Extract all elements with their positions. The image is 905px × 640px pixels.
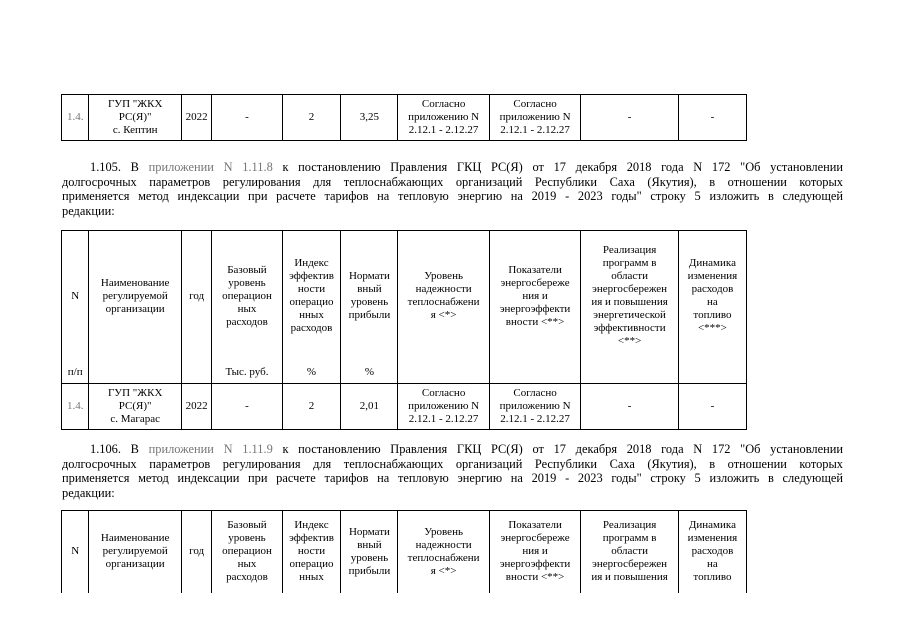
col-header-org: Наименование регулируемой организации xyxy=(89,231,181,362)
col-header-number: N xyxy=(62,511,89,593)
year-cell: 2022 xyxy=(181,95,211,141)
appendix-link[interactable]: приложении N 1.11.8 xyxy=(148,160,273,174)
row-number: 1.4. xyxy=(62,384,89,430)
col-header-norm: Нормати вный уровень прибыли xyxy=(341,511,398,593)
units-row xyxy=(62,362,747,384)
unit-index: % xyxy=(282,362,341,384)
table-row xyxy=(62,95,747,141)
reliability-cell: Согласно приложению N 2.12.1 - 2.12.27 xyxy=(398,384,489,430)
col-header-energy: Показатели энергосбереже ния и энергоэффекти вности <**> xyxy=(489,231,580,362)
col-header-number: N xyxy=(62,231,89,362)
profit-norm-cell: 3,25 xyxy=(341,95,398,141)
energy-saving-cell: Согласно приложению N 2.12.1 - 2.12.27 xyxy=(489,384,580,430)
fuel-dynamics-cell: - xyxy=(678,384,746,430)
col-header-year: год xyxy=(181,511,211,593)
col-header-index: Индекс эффектив ности операцио нных xyxy=(282,511,341,593)
reliability-cell: Согласно приложению N 2.12.1 - 2.12.27 xyxy=(398,95,489,141)
efficiency-index-cell: 2 xyxy=(282,384,341,430)
table-next xyxy=(61,510,747,593)
paragraph-1-105: 1.105. В приложении N 1.11.8 к постановлению Правления ГКЦ РС(Я) от 17 декабря 2018 года N 172 "Об установлении долгосрочных параметров регулирования для теплоснабжающих организаций Республики Саха (Якутия), в отношении которых применяется метод индексации при расчете тарифов на тепловую энергию на 2019 - 2023 годы" строку 5 изложить в следующей редакции: xyxy=(62,160,843,218)
profit-norm-cell: 2,01 xyxy=(341,384,398,430)
table-kepitin xyxy=(61,94,747,141)
paragraph-1-106: 1.106. В приложении N 1.11.9 к постановлению Правления ГКЦ РС(Я) от 17 декабря 2018 года N 172 "Об установлении долгосрочных параметров регулирования для теплоснабжающих организаций Республики Саха (Якутия), в отношении которых применяется метод индексации при расчете тарифов на тепловую энергию на 2019 - 2023 годы" строку 5 изложить в следующей редакции: xyxy=(62,442,843,500)
year-cell: 2022 xyxy=(181,384,211,430)
col-header-programs: Реализация программ в области энергосбережен ия и повышения энергетической эффективности <**> xyxy=(581,231,679,362)
col-header-norm: Нормати вный уровень прибыли xyxy=(341,231,398,362)
unit-norm: % xyxy=(341,362,398,384)
col-header-year: год xyxy=(181,231,211,362)
header-row xyxy=(62,231,747,362)
paragraph-number: 1.105. В xyxy=(90,160,139,174)
appendix-link[interactable]: приложении N 1.11.9 xyxy=(148,442,273,456)
col-header-energy: Показатели энергосбереже ния и энергоэффекти вности <**> xyxy=(489,511,580,593)
org-name: ГУП "ЖКХ РС(Я)" с. Магарас xyxy=(89,384,181,430)
col-header-fuel: Динамика изменения расходов на топливо xyxy=(678,511,746,593)
fuel-dynamics-cell: - xyxy=(678,95,746,141)
programs-cell: - xyxy=(581,95,679,141)
table-row xyxy=(62,384,747,430)
programs-cell: - xyxy=(581,384,679,430)
unit-number: п/п xyxy=(62,362,89,384)
col-header-base: Базовый уровень операцион ных расходов xyxy=(212,511,282,593)
header-row xyxy=(62,511,747,593)
col-header-index: Индекс эффектив ности операцио нных расходов xyxy=(282,231,341,362)
energy-saving-cell: Согласно приложению N 2.12.1 - 2.12.27 xyxy=(489,95,580,141)
col-header-reliability: Уровень надежности теплоснабжени я <*> xyxy=(398,511,489,593)
col-header-fuel: Динамика изменения расходов на топливо <***> xyxy=(678,231,746,362)
efficiency-index-cell: 2 xyxy=(282,95,341,141)
unit-base: Тыс. руб. xyxy=(212,362,282,384)
col-header-base: Базовый уровень операцион ных расходов xyxy=(212,231,282,362)
row-number: 1.4. xyxy=(62,95,89,141)
base-expenses-cell: - xyxy=(212,384,282,430)
base-expenses-cell: - xyxy=(212,95,282,141)
col-header-org: Наименование регулируемой организации xyxy=(89,511,181,593)
table-magaras xyxy=(61,230,747,430)
col-header-reliability: Уровень надежности теплоснабжени я <*> xyxy=(398,231,489,362)
col-header-programs: Реализация программ в области энергосбережен ия и повышения xyxy=(581,511,679,593)
paragraph-number: 1.106. В xyxy=(90,442,139,456)
org-name: ГУП "ЖКХ РС(Я)" с. Кептин xyxy=(89,95,181,141)
